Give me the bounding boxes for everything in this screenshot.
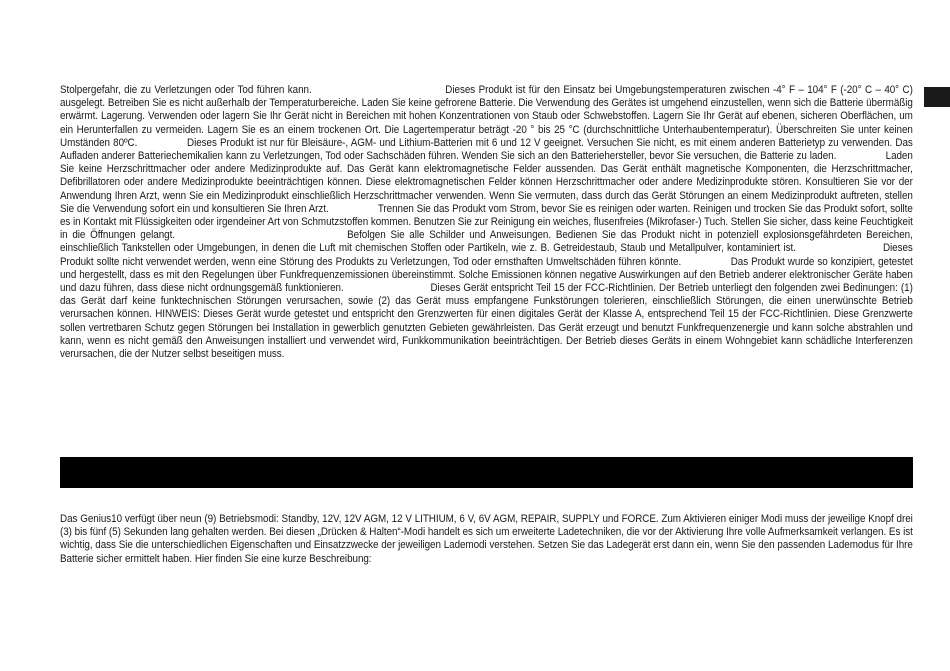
section-tab-marker — [924, 87, 950, 107]
warning-critical-use: Dieses Produkt sollte nicht verwendet werden, wenn eine Störung des Produkts zu Verletzungen, Tod oder ernsthaften Umweltschäden führen könnte. — [60, 242, 913, 268]
operating-modes-paragraph: Das Genius10 verfügt über neun (9) Betriebsmodi: Standby, 12V, 12V AGM, 12 V LITHIUM, 6 V, 6V AGM, REPAIR, SUPPLY und FORCE. Zum Aktivieren einiger Modi muss der jeweilige Knopf drei (3) bis fünf (5) Sekunden lang gehalten werden. Bei diesen „Drücken & Halten“-Modi handelt es sich um erweiterte Ladetechniken, die vor der Aktivierung Ihre volle Aufmerksamkeit verlangen. Es ist wichtig, dass Sie die unterschiedlichen Eigenschaften und Einsatzzwecke der jeweiligen Lademodi verstehen. Setzen Sie das Ladegerät erst dann ein, wenn Sie den passenden Lademodus für Ihre Batterie sicher ermittelt haben. Hier finden Sie eine kurze Beschreibung: — [60, 513, 913, 565]
operating-modes-intro — [60, 513, 913, 566]
warning-medical-devices: Laden Sie keine Herzschrittmacher oder andere Medizinprodukte auf. Das Gerät kann elektromagnetische Felder aussenden. Das Gerät enthält magnetische Komponenten, die Herzschrittmacher, Defibrillatoren oder andere Medizinprodukte beeinträchtigen können. Diese elektromagnetischen Felder können Herzschrittmacher oder andere Medizinprodukte stören. Konsultieren Sie vor der Anwendung Ihren Arzt, wenn Sie ein Medizinprodukt einschließlich Herzschrittmacher verwenden. Wenn Sie vermuten, dass durch das Gerät Störungen an einem Medizinprodukt auftreten, stellen Sie die Verwendung sofort ein und konsultieren Sie Ihren Arzt. — [60, 150, 913, 215]
warning-explosive-areas: Befolgen Sie alle Schilder und Anweisungen. Bedienen Sie das Produkt nicht in potenziell explosionsgefährdeten Bereichen, einschließlich Tankstellen oder Umgebungen, in denen die Luft mit chemischen Stoffen oder Partikeln, wie z. B. Getreidestaub, Staub und Metallpulver, kontaminiert ist. — [60, 229, 913, 255]
warning-rf-emissions: Das Produkt wurde so konzipiert, getestet und hergestellt, dass es mit den Regelungen über Funkfrequenzemissionen übereinstimmt. Solche Emissionen können negative Auswirkungen auf den Betrieb anderer elektronischer Geräte haben und dazu führen, dass diese nicht ordnungsgemäß funktionieren. — [60, 255, 913, 295]
warning-temperature-storage: Dieses Produkt ist für den Einsatz bei Umgebungstemperaturen zwischen -4° F – 104° F (-20° C – 40° C) ausgelegt. Betreiben Sie es nicht außerhalb der Temperaturbereiche. Laden Sie keine gefrorene Batterie. Die Verwendung des Gerätes ist umgehend einzustellen, wenn sich die Batterie übermäßig erwärmt. Lagerung. Verwenden oder lagern Sie Ihr Gerät nicht in Bereichen mit hohen Konzentrationen von Staub oder Schwebstoffen. Lagern Sie Ihr Gerät auf ebenen, sicheren Oberflächen, um ein Herunterfallen zu vermeiden. Lagern Sie es an einem trockenen Ort. Die Lagertemperatur beträgt -20 ° bis 25 °C (durchschnittliche Unterhaubentemperatur). Überschreiten Sie unter keinen Umständen 80ºC. — [60, 84, 913, 149]
warning-trip-hazard: Stolpergefahr, die zu Verletzungen oder Tod führen kann. — [60, 84, 312, 96]
warning-cleaning: Trennen Sie das Produkt vom Strom, bevor Sie es reinigen oder warten. Reinigen und trocken Sie das Produkt sofort, sollte es in Kontakt mit Flüssigkeiten oder irgendeiner Art von Schmutzstoffen kommen. Benutzen Sie zur Reinigung ein weiches, flusenfreies (Mikrofaser-) Tuch. Stellen Sie sicher, dass keine Feuchtigkeit in die Öffnungen gelangt. — [60, 202, 913, 242]
safety-warnings-text — [60, 84, 913, 361]
warning-fcc-compliance: Dieses Gerät entspricht Teil 15 der FCC-Richtlinien. Der Betrieb unterliegt den folgenden zwei Bedinungen: (1) das Gerät darf keine funktechnischen Störungen verursachen, sowie (2) das Gerät muss empfangene Funkstörungen tolerieren, einschließlich Störungen, die einen unerwünschte Betrieb verursachen können. HINWEIS: Dieses Gerät wurde getestet und entspricht den Grenzwerten für einen digitales Gerät der Klasse A, entsprechend Teil 15 der FCC-Richtlinien. Diese Grenzwerte sollen vertretbaren Schutz gegen Störungen bei Installation in gewerblich genutzten Gebieten gewährleisten. Das Gerät erzeugt und benutzt Funkfrequenzenergie und kann solche abstrahlen und kann, wenn es nicht gemäß den Anweisungen installiert und verwendet wird, Funkkommunikation beeinträchtigen. Der Betrieb dieses Geräts in einem Wohngebiet kann schädliche Interferenzen verursachen, die der Nutzer selbst beseitigen muss. — [60, 282, 913, 361]
warning-battery-types: Dieses Produkt ist nur für Bleisäure-, AGM- und Lithium-Batterien mit 6 und 12 V geeignet. Versuchen Sie nicht, es mit einem anderen Batterietyp zu verwenden. Das Aufladen anderer Batteriechemikalien kann zu Verletzungen, Tod oder Sachschäden führen. Wenden Sie sich an den Batteriehersteller, bevor Sie versuchen, die Batterie zu laden. — [60, 136, 913, 163]
section-header-bar — [60, 457, 913, 488]
